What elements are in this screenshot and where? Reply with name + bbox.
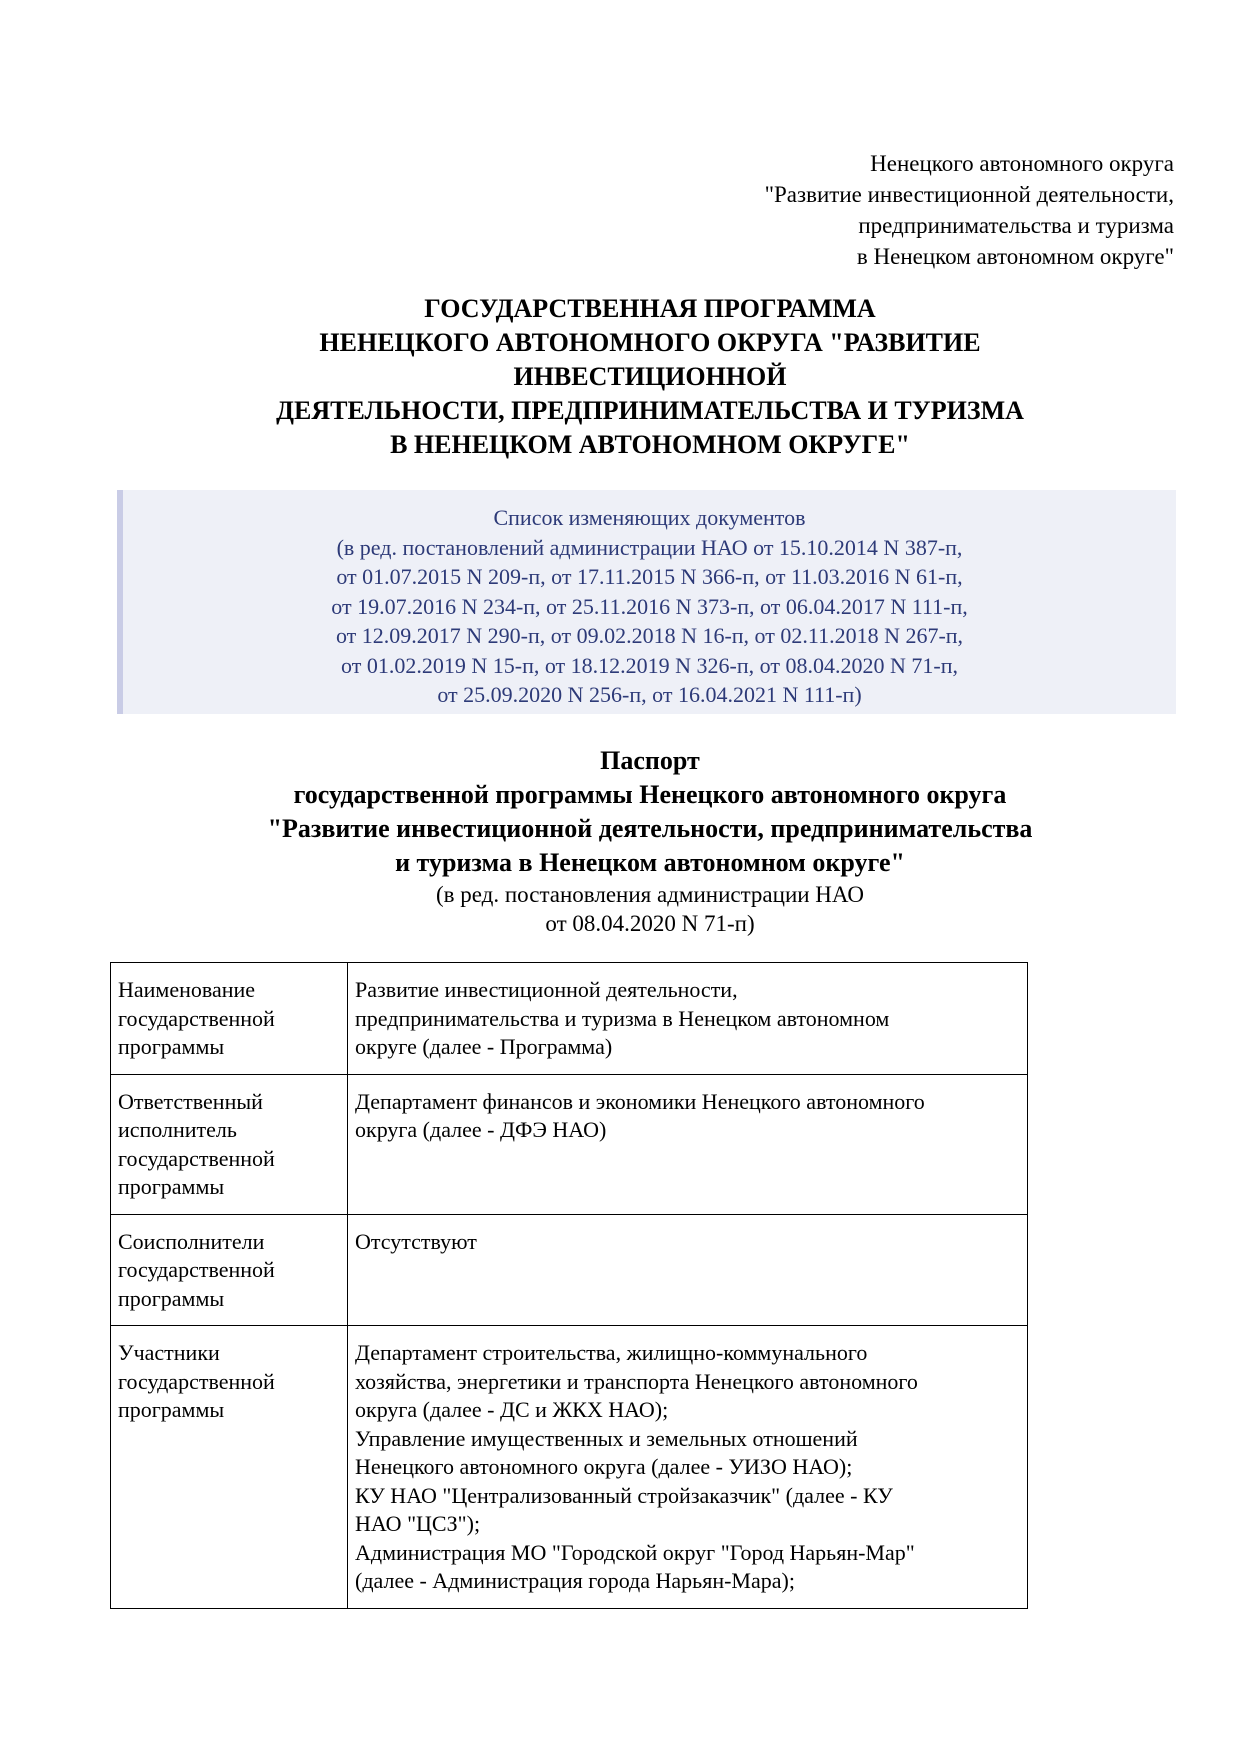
table-row: [111, 1326, 1028, 1609]
label-line: Ответственный: [118, 1088, 263, 1114]
program-title-line: НЕНЕЦКОГО АВТОНОМНОГО ОКРУГА "РАЗВИТИЕ: [319, 328, 981, 357]
value-line: хозяйства, энергетики и транспорта Ненецкого автономного: [355, 1368, 918, 1394]
value-line: Департамент финансов и экономики Ненецкого автономного: [355, 1088, 925, 1114]
table-label-cell: [111, 1214, 348, 1326]
table-row: [111, 1214, 1028, 1326]
passport-edition-note: [130, 880, 1170, 938]
passport-edition-line: от 08.04.2020 N 71-п): [545, 911, 755, 936]
label-line: программы: [118, 1285, 225, 1311]
table-value-cell: [348, 963, 1028, 1075]
passport-title: [130, 744, 1170, 880]
label-line: программы: [118, 1397, 225, 1422]
amendments-box: [117, 490, 1176, 714]
program-title-line: ДЕЯТЕЛЬНОСТИ, ПРЕДПРИНИМАТЕЛЬСТВА И ТУРИЗМА: [276, 396, 1024, 425]
value-line: предпринимательства и туризма в Ненецком автономном: [355, 1005, 890, 1031]
amendments-line: Список изменяющих документов: [493, 505, 806, 530]
label-line: государственной: [118, 1257, 275, 1282]
label-line: Соисполнители: [118, 1228, 265, 1254]
table-row: [111, 963, 1028, 1075]
passport-title-line: государственной программы Ненецкого автономного округа: [293, 780, 1007, 809]
label-line: государственной: [118, 1368, 275, 1394]
table-label-cell: [111, 1326, 348, 1609]
passport-edition-line: (в ред. постановления администрации НАО: [435, 882, 864, 907]
amendments-line: (в ред. постановлений администрации НАО от 15.10.2014 N 387-п,: [336, 534, 963, 560]
label-line: Участники: [118, 1340, 220, 1365]
table-row: [111, 1074, 1028, 1214]
value-line: Управление имущественных и земельных отношений: [355, 1425, 858, 1451]
label-line: программы: [118, 1174, 225, 1199]
amendments-line: от 19.07.2016 N 234-п, от 25.11.2016 N 373-п, от 06.04.2017 N 111-п,: [331, 593, 968, 619]
table-label-cell: [111, 1074, 348, 1214]
program-title-line: В НЕНЕЦКОМ АВТОНОМНОМ ОКРУГЕ": [390, 430, 910, 459]
passport-title-line: и туризма в Ненецком автономном округе": [395, 848, 905, 877]
value-line: (далее - Администрация города Нарьян-Мара);: [355, 1568, 795, 1593]
value-line: округа (далее - ДФЭ НАО): [355, 1117, 607, 1142]
amendments-line: от 01.02.2019 N 15-п, от 18.12.2019 N 326-п, от 08.04.2020 N 71-п,: [341, 652, 958, 678]
program-title-line: ИНВЕСТИЦИОННОЙ: [513, 362, 787, 391]
approval-header-line: предпринимательства и туризма: [858, 213, 1174, 238]
table-value-cell: [348, 1326, 1028, 1609]
table-label-cell: [111, 963, 348, 1075]
program-title-line: ГОСУДАРСТВЕННАЯ ПРОГРАММА: [424, 294, 876, 323]
value-line: Ненецкого автономного округа (далее - УИЗО НАО);: [355, 1454, 853, 1479]
value-line: Отсутствуют: [355, 1228, 477, 1254]
amendments-line: от 12.09.2017 N 290-п, от 09.02.2018 N 16-п, от 02.11.2018 N 267-п,: [335, 623, 964, 648]
value-line: Администрация МО "Городской округ "Город Нарьян-Мар": [355, 1539, 915, 1565]
value-line: округе (далее - Программа): [355, 1034, 613, 1059]
label-line: государственной: [118, 1145, 275, 1171]
amendments-line: от 25.09.2020 N 256-п, от 16.04.2021 N 111-п): [437, 682, 862, 707]
approval-header: [474, 148, 1174, 272]
table-value-cell: [348, 1074, 1028, 1214]
amendments-line: от 01.07.2015 N 209-п, от 17.11.2015 N 366-п, от 11.03.2016 N 61-п,: [336, 564, 963, 589]
value-line: НАО "ЦСЗ");: [355, 1511, 481, 1536]
approval-header-line: в Ненецком автономном округе": [856, 244, 1174, 269]
label-line: программы: [118, 1034, 225, 1059]
approval-header-line: "Развитие инвестиционной деятельности,: [764, 182, 1174, 207]
label-line: Наименование: [118, 977, 256, 1002]
table-value-cell: [348, 1214, 1028, 1326]
label-line: государственной: [118, 1005, 275, 1031]
label-line: исполнитель: [118, 1117, 237, 1142]
passport-title-line: Паспорт: [600, 746, 700, 775]
value-line: Развитие инвестиционной деятельности,: [355, 977, 738, 1002]
passport-table: [110, 962, 1028, 1609]
program-title: [130, 292, 1170, 462]
value-line: округа (далее - ДС и ЖКХ НАО);: [355, 1397, 669, 1422]
passport-title-line: "Развитие инвестиционной деятельности, предпринимательства: [267, 814, 1033, 843]
approval-header-line: Ненецкого автономного округа: [870, 151, 1174, 176]
value-line: Департамент строительства, жилищно-коммунального: [355, 1340, 868, 1365]
value-line: КУ НАО "Централизованный стройзаказчик" (далее - КУ: [355, 1482, 893, 1508]
